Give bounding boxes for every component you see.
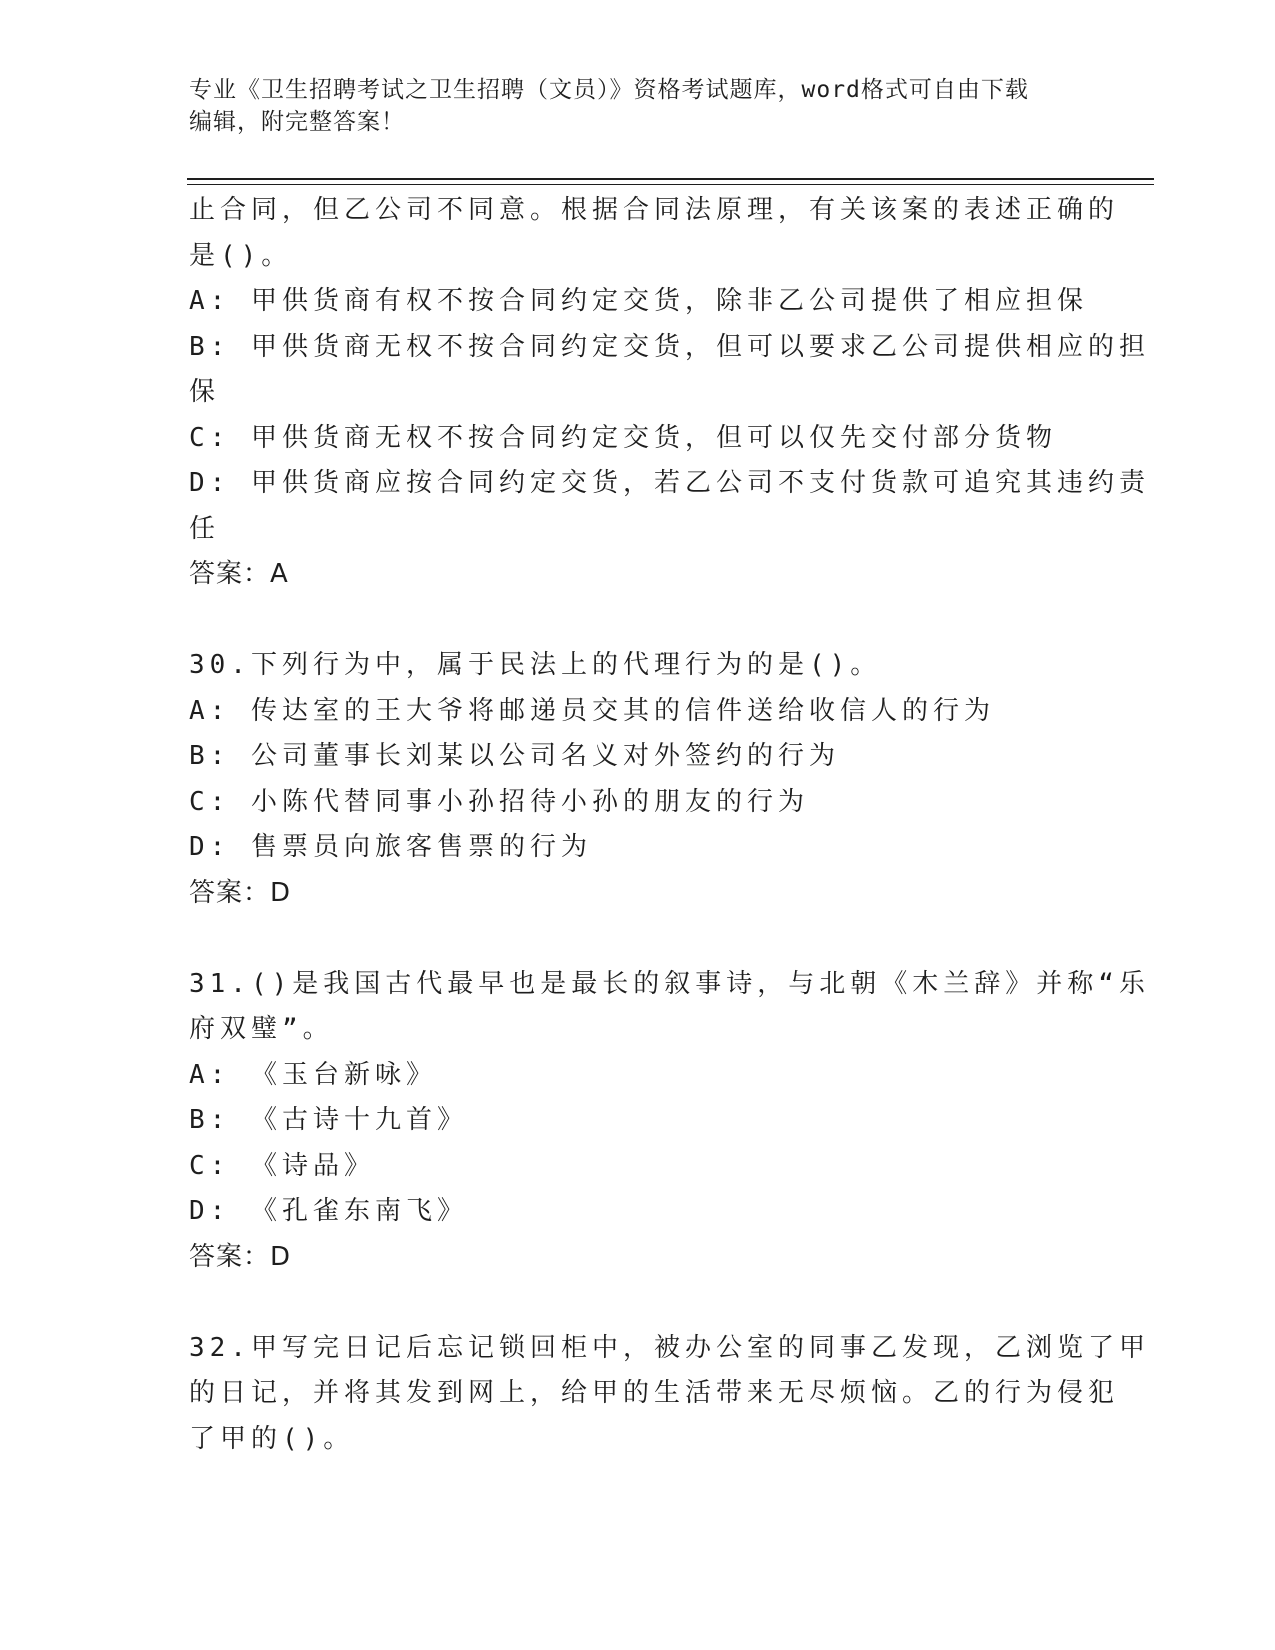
option-d: D: 甲供货商应按合同约定交货，若乙公司不支付货款可追究其违约责: [189, 468, 1150, 498]
option-b-continued: 保: [189, 377, 221, 407]
option-d: D: 《孔雀东南飞》: [189, 1196, 468, 1226]
option-c: C: 《诗品》: [189, 1150, 375, 1181]
question-stem-line: 府双璧”。: [189, 1014, 334, 1044]
option-d-continued: 任: [189, 513, 221, 544]
option-a: A: 传达室的王大爷将邮递员交其的信件送给收信人的行为: [189, 695, 995, 726]
header-divider-thin: [187, 184, 1154, 185]
question-32: [189, 1326, 1150, 1463]
question-stem-line: 的日记，并将其发到网上，给甲的生活带来无尽烦恼。乙的行为侵犯: [189, 1378, 1120, 1408]
option-a: A: 《玉台新咏》: [189, 1059, 437, 1090]
question-stem-line: 止合同，但乙公司不同意。根据合同法原理，有关该案的表述正确的: [189, 195, 1120, 225]
question-29: [189, 188, 1150, 598]
answer-label: 答案：A: [189, 559, 289, 589]
header-divider-thick: [187, 178, 1154, 180]
option-b: B: 甲供货商无权不按合同约定交货，但可以要求乙公司提供相应的担: [189, 331, 1150, 362]
question-31: [189, 962, 1150, 1281]
question-stem-line: 30.下列行为中，属于民法上的代理行为的是()。: [189, 650, 882, 680]
answer-label: 答案：D: [189, 1241, 292, 1272]
option-d: D: 售票员向旅客售票的行为: [189, 832, 592, 862]
question-content: [189, 188, 1150, 1462]
document-header: [189, 74, 1089, 138]
option-c: C: 甲供货商无权不按合同约定交货，但可以仅先交付部分货物: [189, 422, 1057, 453]
option-b: B: 公司董事长刘某以公司名义对外签约的行为: [189, 741, 840, 771]
question-stem-line: 31.()是我国古代最早也是最长的叙事诗，与北朝《木兰辞》并称“乐: [189, 968, 1150, 999]
header-line-2: 编辑，附完整答案！: [189, 109, 405, 135]
option-c: C: 小陈代替同事小孙招待小孙的朋友的行为: [189, 786, 809, 817]
question-stem-line: 32.甲写完日记后忘记锁回柜中，被办公室的同事乙发现，乙浏览了甲: [189, 1332, 1150, 1363]
header-line-1: 专业《卫生招聘考试之卫生招聘（文员）》资格考试题库，word格式可自由下载: [189, 77, 1029, 103]
question-30: [189, 643, 1089, 916]
question-stem-line: 是()。: [189, 240, 293, 271]
option-a: A: 甲供货商有权不按合同约定交货，除非乙公司提供了相应担保: [189, 286, 1088, 316]
option-b: B: 《古诗十九首》: [189, 1105, 468, 1135]
answer-label: 答案：D: [189, 877, 292, 908]
question-stem-line: 了甲的()。: [189, 1423, 355, 1454]
